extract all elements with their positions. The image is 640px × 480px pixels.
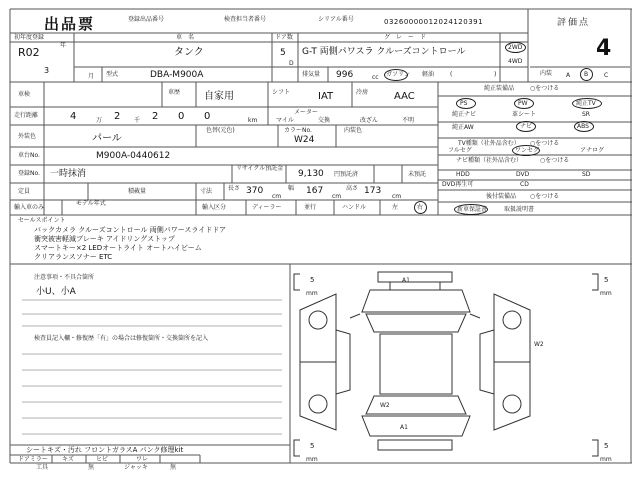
tv-analog: アナログ — [580, 147, 605, 154]
recycle-unit: 円預託済 — [334, 171, 359, 178]
serial-value: 03260000012024120391 — [384, 18, 484, 26]
fuel-light: 軽油 — [422, 71, 435, 78]
table-h1: ドアミラー — [18, 456, 48, 463]
chassis-label: 車台No. — [18, 152, 40, 159]
equipment-note: ○をつける — [530, 85, 560, 92]
interior-label: 内装 — [540, 70, 553, 77]
aircon-value: AAC — [394, 91, 415, 102]
interior-a: A — [566, 72, 571, 79]
mileage-label: 走行距離 — [14, 112, 39, 119]
use-value: 自家用 — [204, 91, 234, 102]
fuel-gas: ガソリン — [386, 71, 411, 78]
recycle-amount: 9,130 — [298, 169, 324, 179]
parallel-opt: 並行 — [304, 204, 317, 211]
tv-type-note: ○をつける — [530, 140, 560, 147]
car-name: タンク — [174, 47, 204, 58]
table-v2: 無 — [88, 464, 95, 471]
month-unit: 月 — [88, 73, 95, 80]
capacity-label: 定員 — [18, 188, 31, 195]
length-unit: cm — [272, 193, 282, 200]
grade-value: G-T 両側パワスラ クルーズコントロール — [302, 47, 466, 57]
exterior-color-label: 外装色 — [18, 133, 37, 140]
doors-label: ドア数 — [275, 34, 293, 41]
table-v4: 無 — [170, 464, 177, 471]
mark-w2-right: W2 — [534, 341, 544, 348]
aftermarket-label: 後付装備品 — [486, 193, 517, 200]
table-v3: ジャッキ — [124, 464, 148, 471]
first-reg-label: 初年度登録 — [14, 34, 45, 41]
doors-value: 5 — [280, 48, 286, 58]
dim-tl-value: 5 — [310, 276, 315, 284]
car-name-label: 車 名 — [176, 34, 195, 41]
dim-bl-value: 5 — [310, 442, 315, 450]
first-reg-year: R02 — [18, 46, 40, 59]
mileage-digit-1: 4 — [70, 111, 77, 122]
color-no-label: カラーNo. — [284, 127, 312, 134]
inspection-label: 車検 — [18, 91, 31, 98]
table-h3: ヒビ — [96, 456, 109, 463]
meter-opt-tampered: 改ざん — [360, 117, 379, 124]
model-label: 型式 — [106, 71, 119, 78]
meter-label: メーター — [294, 109, 319, 116]
displacement-unit: cc — [372, 74, 379, 81]
table-v1: 工具 — [36, 464, 49, 471]
serial-label: シリアル番号 — [318, 16, 354, 23]
manual: 取扱説明書 — [504, 206, 535, 213]
mark-w2-left: W2 — [380, 402, 390, 409]
equip-pw: PW — [518, 100, 528, 107]
dim-tr-unit: mm — [600, 290, 612, 297]
grade-score: 4 — [596, 36, 612, 61]
dims-label: 寸法 — [200, 188, 213, 195]
fuel-paren: ( — [450, 71, 453, 78]
dim-bl-unit: mm — [306, 456, 318, 463]
equip-tv: 純正TV — [576, 100, 596, 107]
color-change-label: 色替(元色) — [206, 127, 235, 134]
equip-aw: 純正AW — [452, 124, 474, 131]
navi-type-label: ナビ種類（社外品含む） — [456, 157, 523, 164]
width-unit: cm — [332, 193, 342, 200]
handle-label: ハンドル — [342, 204, 367, 211]
equip-navi: 純正ナビ — [452, 111, 477, 118]
length-label: 長さ — [228, 185, 241, 192]
navi-sd: SD — [582, 171, 591, 178]
equipment-title: 純正装備品 — [484, 85, 515, 92]
auction-no-label: 登録出品番号 — [128, 16, 165, 23]
sales-line-3: スマートキー×2 LEDオートライト オートハイビーム — [34, 244, 202, 252]
equip-navi2: ナビ — [520, 123, 533, 130]
height-unit: cm — [392, 193, 402, 200]
sales-points-label: セールスポイント — [18, 217, 66, 224]
navi-type-note: ○をつける — [540, 157, 570, 164]
sales-line-2: 衝突被害軽減ブレーキ アイドリングストップ — [34, 235, 175, 243]
width-value: 167 — [306, 186, 324, 196]
tv-type-label: TV種類（社外品含む） — [458, 140, 520, 147]
cd-label: CD — [520, 181, 529, 188]
mileage-unit: km — [248, 117, 258, 124]
grade-score-label: 評価点 — [557, 18, 591, 28]
import-class-label: 輸入区分 — [202, 204, 227, 211]
drive-4wd: 4WD — [508, 58, 523, 65]
aftermarket-note: ○をつける — [530, 193, 560, 200]
model-value: DBA-M900A — [150, 70, 204, 80]
equip-abs: ABS — [577, 123, 589, 130]
reg-value: 一時抹消 — [50, 169, 87, 179]
fuel-paren-close: ) — [494, 71, 497, 78]
dim-br-value: 5 — [604, 442, 609, 450]
new-car-warranty: 新車保証書 — [457, 206, 488, 213]
navi-dvd: DVD — [516, 171, 530, 178]
displacement-label: 排気量 — [302, 71, 321, 78]
recycle-label: リサイクル預託金 — [236, 165, 284, 172]
mileage-digit-5: 0 — [204, 111, 211, 122]
mileage-man: 万 — [96, 117, 103, 124]
grade-label: グ レ ー ド — [384, 34, 427, 41]
interior-color-label: 内装色 — [344, 127, 363, 134]
first-reg-month: 3 — [44, 66, 50, 75]
length-value: 370 — [246, 186, 264, 196]
caution-text: 小U、小A — [36, 287, 76, 297]
doors-sub: D — [289, 60, 294, 67]
handle-left: 左 — [392, 204, 399, 211]
height-value: 173 — [364, 186, 382, 196]
import-label: 輸入車のみ — [14, 204, 45, 211]
height-label: 高さ — [346, 185, 359, 192]
caution-label: 注意事項・不具合箇所 — [34, 274, 95, 281]
mileage-digit-2: 2 — [114, 111, 121, 122]
recycle-unpaid: 未預託 — [408, 171, 427, 178]
width-label: 幅 — [288, 185, 295, 192]
mileage-digit-4: 0 — [178, 111, 185, 122]
mark-a1-bottom: A1 — [400, 424, 408, 431]
meter-opt-exchange: 交換 — [318, 117, 331, 124]
equip-sr: SR — [582, 111, 590, 118]
tv-oneseg: ワンセグ — [515, 147, 540, 154]
sales-line-4: クリアランスソナー ETC — [34, 253, 113, 261]
table-h4: ワレ — [136, 456, 149, 463]
equip-leather: 革シート — [512, 111, 537, 118]
aircon-label: 冷房 — [356, 89, 369, 96]
dim-tl-unit: mm — [306, 290, 318, 297]
mileage-digit-3: 2 — [152, 111, 159, 122]
exterior-color: パール — [92, 133, 122, 144]
model-year-label: モデル年式 — [76, 200, 106, 207]
navi-hdd: HDD — [456, 171, 470, 178]
year-unit: 年 — [60, 42, 67, 49]
drive-2wd: 2WD — [508, 44, 523, 51]
displacement-value: 996 — [336, 70, 354, 80]
shift-value: IAT — [318, 91, 334, 102]
form-title: 出品票 — [44, 15, 96, 33]
dvd-playable: DVD再生可 — [442, 181, 474, 188]
shift-label: シフト — [272, 89, 291, 96]
interior-c: C — [604, 72, 609, 79]
dealer-opt: ディーラー — [252, 204, 282, 211]
reg-label: 登録No. — [18, 170, 40, 177]
dim-br-unit: mm — [600, 456, 612, 463]
table-h2: キズ — [62, 456, 74, 463]
meter-opt-mile: マイル — [276, 117, 294, 124]
sales-line-1: バックカメラ クルーズコントロール 両側パワースライドドア — [34, 226, 226, 234]
tv-fullseg: フルセグ — [448, 147, 472, 154]
handle-right: 右 — [417, 204, 424, 211]
mark-a1-top: A1 — [402, 277, 410, 284]
inspector-label: 検査員記入欄・修復歴「有」の場合は修復箇所・交換箇所を記入 — [34, 335, 209, 342]
color-no: W24 — [294, 135, 315, 145]
meter-opt-unknown: 不明 — [402, 117, 415, 124]
mileage-sen: 千 — [134, 117, 141, 124]
load-label: 積載量 — [128, 188, 147, 195]
interior-b: B — [584, 71, 589, 78]
chassis-no: M900A-0440612 — [96, 151, 171, 161]
bottom-note: シートキズ・汚れ フロントガラスA パンク修理kit — [26, 446, 184, 454]
seller-no-label: 検査担当者番号 — [224, 16, 267, 23]
dim-tr-value: 5 — [604, 276, 609, 284]
equip-ps: PS — [460, 100, 468, 107]
use-label: 車歴 — [168, 89, 181, 96]
